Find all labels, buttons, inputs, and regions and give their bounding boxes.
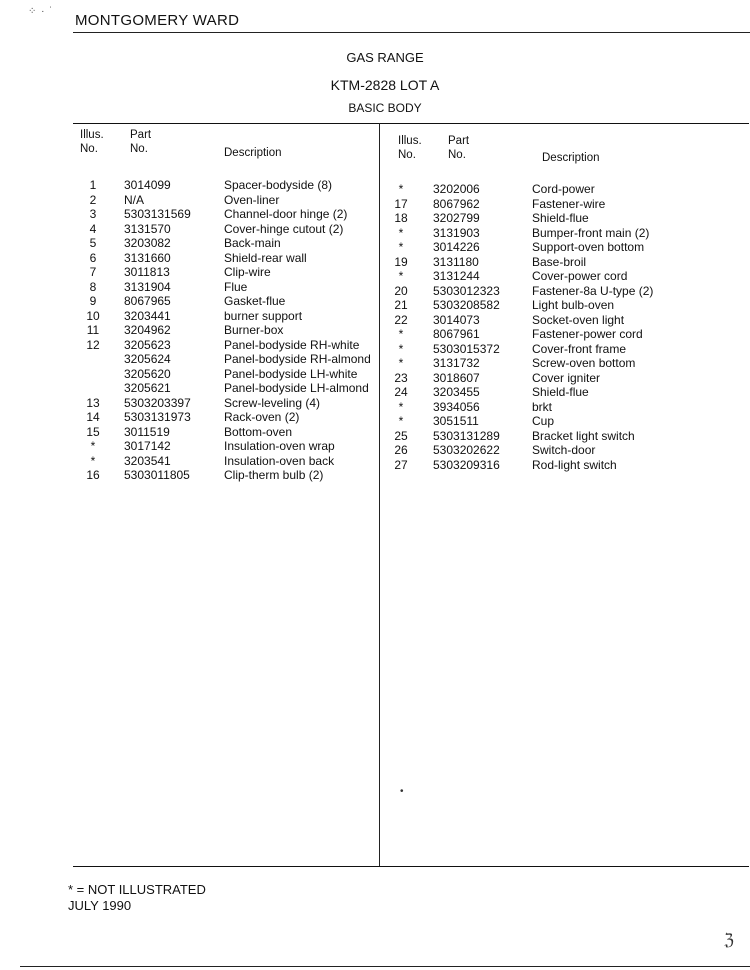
part-number: 3203082 xyxy=(124,236,171,250)
illus-number: 5 xyxy=(89,236,97,250)
scan-speckle: ⁘ · ˙ xyxy=(28,6,54,17)
part-description: burner support xyxy=(224,308,303,323)
part-number: 8067961 xyxy=(433,327,480,341)
part-number: 3018607 xyxy=(433,370,480,385)
part-number: 8067965 xyxy=(124,294,171,308)
page-title: GAS RANGE xyxy=(346,50,424,65)
part-description: Back-main xyxy=(224,236,281,250)
part-description: Bumper-front main (2) xyxy=(532,225,650,240)
revision-date: JULY 1990 xyxy=(68,898,132,913)
part-number: 8067962 xyxy=(433,196,480,211)
illus-number: * xyxy=(90,453,96,468)
model-number: KTM-2828 LOT A xyxy=(330,77,440,93)
part-description: Shield-flue xyxy=(532,211,589,225)
part-number: 5303131569 xyxy=(124,207,191,221)
part-number: 3203455 xyxy=(433,385,480,399)
header-illus-line1: Illus. xyxy=(398,135,422,147)
illus-number: 18 xyxy=(394,211,408,225)
part-description: Insulation-oven back xyxy=(224,453,335,468)
part-description: Fastener-8a U-type (2) xyxy=(532,283,654,298)
part-number: 3205621 xyxy=(124,381,171,395)
part-number: 5303209316 xyxy=(433,457,500,472)
right-part-header xyxy=(448,134,469,162)
part-description: Bracket light switch xyxy=(532,428,635,443)
part-description: Panel-bodyside RH-almond xyxy=(224,352,371,366)
header-part-line1: Part xyxy=(448,135,470,147)
bottom-rule xyxy=(73,866,749,867)
part-description: Shield-flue xyxy=(532,385,589,399)
illus-number: 3 xyxy=(89,207,97,221)
illus-number: 13 xyxy=(86,395,100,410)
illus-number: 10 xyxy=(86,308,100,323)
footer-rule xyxy=(20,966,750,967)
left-illus-header xyxy=(80,128,104,156)
illus-number: * xyxy=(398,269,404,283)
part-number: 5303208582 xyxy=(433,298,500,312)
part-number: 5303012323 xyxy=(433,283,500,298)
column-divider xyxy=(379,123,380,866)
part-description: Gasket-flue xyxy=(224,294,286,308)
part-number: 5303202622 xyxy=(433,443,500,457)
part-description: Socket-oven light xyxy=(532,312,625,327)
part-description: Fastener-wire xyxy=(532,196,606,211)
part-description: Cup xyxy=(532,414,555,428)
header-part-line1: Part xyxy=(130,129,152,141)
illus-number: 26 xyxy=(394,443,408,457)
illus-number: 15 xyxy=(86,424,100,439)
illus-number: * xyxy=(398,182,404,196)
part-description: Rack-oven (2) xyxy=(224,410,300,424)
part-number: 5303131289 xyxy=(433,428,500,443)
illus-number: 21 xyxy=(394,298,408,312)
handwritten-mark: ℨ xyxy=(724,932,734,949)
illus-number: 6 xyxy=(89,250,97,265)
part-number: 3204962 xyxy=(124,323,171,337)
illus-number: 1 xyxy=(89,178,97,192)
part-number: 3014226 xyxy=(433,240,480,254)
illus-number: 2 xyxy=(89,192,97,207)
part-description: Screw-leveling (4) xyxy=(224,395,321,410)
part-number: 3014073 xyxy=(433,312,480,327)
illus-number: 11 xyxy=(86,323,100,337)
illus-number: 27 xyxy=(394,457,408,472)
illus-number: * xyxy=(398,240,404,254)
part-description: Panel-bodyside LH-white xyxy=(224,366,358,381)
header-illus-line2: No. xyxy=(80,143,98,155)
stray-mark: • xyxy=(400,786,404,797)
part-description: Cover-power cord xyxy=(532,269,628,283)
part-number: 3202006 xyxy=(433,182,480,196)
part-description: Cover-front frame xyxy=(532,341,627,356)
part-number: 3203441 xyxy=(124,308,171,323)
part-description: Shield-rear wall xyxy=(224,250,307,265)
right-description-header: Description xyxy=(542,152,600,164)
part-description: Switch-door xyxy=(532,443,596,457)
part-number: 3131660 xyxy=(124,250,171,265)
part-number: 3934056 xyxy=(433,399,480,414)
part-description: Base-broil xyxy=(532,254,587,269)
illus-number: * xyxy=(90,439,96,453)
part-description: Cord-power xyxy=(532,182,595,196)
part-description: Flue xyxy=(224,279,248,294)
illus-number: 14 xyxy=(86,410,100,424)
illus-number: 12 xyxy=(86,337,100,352)
left-part-header xyxy=(130,128,151,156)
header-illus-line2: No. xyxy=(398,149,416,161)
header-illus-line1: Illus. xyxy=(80,129,104,141)
top-rule xyxy=(73,32,750,33)
part-number: N/A xyxy=(124,192,145,207)
part-description: Light bulb-oven xyxy=(532,298,615,312)
illus-number: * xyxy=(398,356,404,370)
part-description: Support-oven bottom xyxy=(532,240,645,254)
illus-number: * xyxy=(398,225,404,240)
illus-number: 24 xyxy=(394,385,408,399)
illus-number: * xyxy=(398,341,404,356)
part-number: 5303015372 xyxy=(433,341,500,356)
part-number: 3205624 xyxy=(124,352,171,366)
footnote: * = NOT ILLUSTRATED xyxy=(68,882,206,897)
part-description: Bottom-oven xyxy=(224,424,293,439)
illus-number: 4 xyxy=(89,221,97,236)
part-number: 5303203397 xyxy=(124,395,191,410)
part-description: Screw-oven bottom xyxy=(532,356,636,370)
illus-number: 16 xyxy=(86,468,100,482)
part-number: 3011813 xyxy=(124,265,170,279)
header-part-line2: No. xyxy=(448,149,466,161)
part-number: 3205620 xyxy=(124,366,171,381)
part-number: 3014099 xyxy=(124,178,171,192)
part-description: Burner-box xyxy=(224,323,284,337)
part-number: 3131180 xyxy=(433,254,479,269)
part-number: 3202799 xyxy=(433,211,480,225)
header-rule xyxy=(73,123,749,124)
part-number: 5303131973 xyxy=(124,410,191,424)
illus-number: 9 xyxy=(89,294,97,308)
right-illus-header xyxy=(398,134,422,162)
header-part-line2: No. xyxy=(130,143,148,155)
part-description: Clip-wire xyxy=(224,265,271,279)
part-description: Clip-therm bulb (2) xyxy=(224,468,324,482)
part-description: Fastener-power cord xyxy=(532,327,643,341)
part-number: 3131904 xyxy=(124,279,171,294)
part-number: 3131903 xyxy=(433,225,480,240)
part-description: Panel-bodyside RH-white xyxy=(224,337,360,352)
illus-number: 23 xyxy=(394,370,408,385)
left-description-header: Description xyxy=(224,147,282,159)
part-description: Panel-bodyside LH-almond xyxy=(224,381,369,395)
part-number: 3131570 xyxy=(124,221,171,236)
part-number: 3203541 xyxy=(124,453,171,468)
part-description: Insulation-oven wrap xyxy=(224,439,335,453)
illus-number: 22 xyxy=(394,312,408,327)
illus-number: * xyxy=(398,399,404,414)
illus-number: 8 xyxy=(89,279,97,294)
illus-number: * xyxy=(398,327,404,341)
part-number: 3131244 xyxy=(433,269,480,283)
part-number: 3205623 xyxy=(124,337,171,352)
part-number: 3011519 xyxy=(124,424,170,439)
illus-number: 20 xyxy=(394,283,408,298)
part-description: Spacer-bodyside (8) xyxy=(224,178,333,192)
illus-number: 7 xyxy=(89,265,97,279)
part-description: brkt xyxy=(532,399,553,414)
part-description: Oven-liner xyxy=(224,192,280,207)
part-number: 5303011805 xyxy=(124,468,190,482)
illus-number: 17 xyxy=(394,196,408,211)
part-number: 3051511 xyxy=(433,414,479,428)
part-description: Channel-door hinge (2) xyxy=(224,207,348,221)
illus-number: 19 xyxy=(394,254,408,269)
part-description: Cover-hinge cutout (2) xyxy=(224,221,344,236)
illus-number: * xyxy=(398,414,404,428)
part-number: 3131732 xyxy=(433,356,480,370)
part-number: 3017142 xyxy=(124,439,171,453)
illus-number: 25 xyxy=(394,428,408,443)
brand-name: MONTGOMERY WARD xyxy=(75,12,240,29)
part-description: Cover igniter xyxy=(532,370,601,385)
section-title: BASIC BODY xyxy=(348,101,422,115)
part-description: Rod-light switch xyxy=(532,457,617,472)
